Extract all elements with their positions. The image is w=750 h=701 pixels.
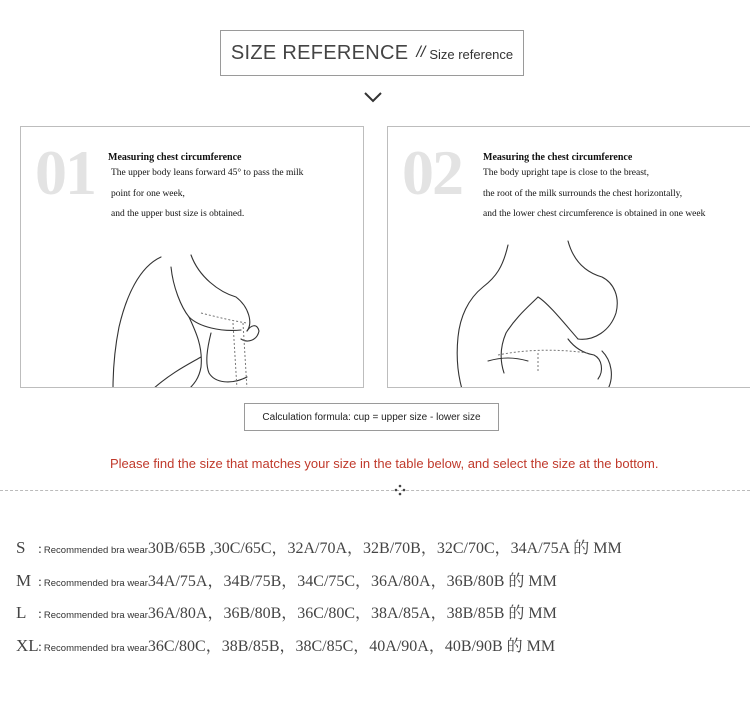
upper-bust-illustration xyxy=(21,127,364,388)
panel-text-line: and the lower chest circumference is obtained in one week xyxy=(483,209,706,219)
size-colon: : xyxy=(38,640,42,655)
size-row-m xyxy=(16,568,557,592)
lower-bust-illustration xyxy=(388,127,750,388)
panel-text-line: point for one week, xyxy=(111,189,185,199)
measurement-panel-lower xyxy=(387,126,750,388)
measurement-panel-upper xyxy=(20,126,364,388)
panel-text-line: the root of the milk surrounds the chest horizontally, xyxy=(483,189,683,199)
title-main: SIZE REFERENCE xyxy=(230,41,409,64)
dots-icon xyxy=(394,484,406,496)
size-selection-notice: Please find the size that matches your size in the table below, and select the size at the bottom. xyxy=(110,456,659,471)
size-values: 34A/75A，34B/75B，34C/75C，36A/80A，36B/80B 的 MM xyxy=(147,573,557,590)
size-colon: : xyxy=(38,607,42,622)
panel-text-line: The upper body leans forward 45° to pass the milk xyxy=(111,168,304,178)
step-number: 01 xyxy=(35,137,95,208)
size-code: M xyxy=(16,571,32,590)
size-recommendation-label: Recommended bra wear xyxy=(43,610,148,621)
size-values: 36C/80C，38B/85B，38C/85C，40A/90A，40B/90B 的 MM xyxy=(147,638,556,655)
size-code: XL xyxy=(16,636,39,655)
title-separator: // xyxy=(416,44,426,61)
size-values: 36A/80A，36B/80B，36C/80C，38A/85A，38B/85B 的 MM xyxy=(147,605,557,622)
size-recommendation-label: Recommended bra wear xyxy=(43,545,148,556)
size-code: L xyxy=(16,603,27,622)
dashed-divider xyxy=(0,490,750,491)
size-colon: : xyxy=(38,575,42,590)
size-row-xl xyxy=(16,633,555,657)
panel-heading: Measuring the chest circumference xyxy=(483,152,633,163)
step-number: 02 xyxy=(402,137,462,208)
title-subtitle: Size reference xyxy=(429,47,514,62)
size-recommendation-label: Recommended bra wear xyxy=(43,643,148,654)
calculation-formula: Calculation formula: cup = upper size - lower size xyxy=(244,403,499,431)
chevron-down-icon xyxy=(363,90,383,104)
size-reference-title-box xyxy=(220,30,524,76)
size-row-s xyxy=(16,535,622,559)
panel-text-line: The body upright tape is close to the breast, xyxy=(483,168,649,178)
size-code: S xyxy=(16,538,26,557)
size-row-l xyxy=(16,600,557,624)
panel-heading: Measuring chest circumference xyxy=(108,152,242,163)
panel-text-line: and the upper bust size is obtained. xyxy=(111,209,245,219)
size-colon: : xyxy=(38,542,42,557)
size-values: 30B/65B ,30C/65C，32A/70A，32B/70B，32C/70C，34A/75A 的 MM xyxy=(147,540,622,557)
size-recommendation-label: Recommended bra wear xyxy=(43,578,148,589)
